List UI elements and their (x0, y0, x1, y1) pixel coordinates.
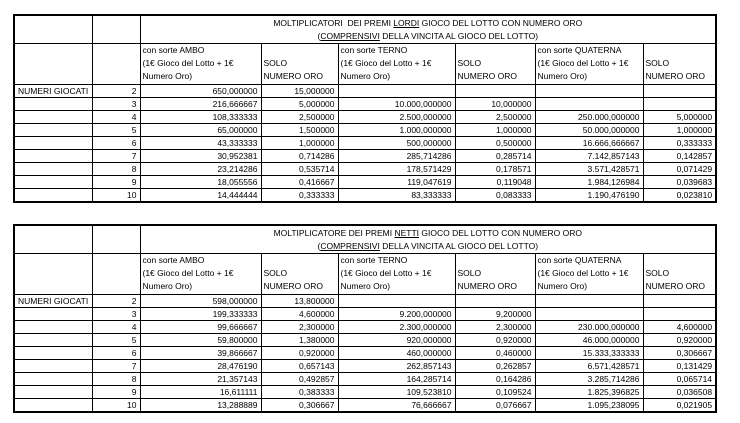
net-multipliers-table (13, 224, 717, 413)
row-label-cell (14, 176, 92, 189)
cell-ambo: 598,000000 (140, 295, 261, 308)
title-text: GIOCO DEL LOTTO CON NUMERO ORO (419, 17, 583, 28)
cell-solo-ambo: 13,800000 (261, 295, 338, 308)
numeri-giocati-cell: 5 (92, 124, 140, 137)
title-row (14, 15, 716, 44)
table-row (14, 85, 716, 98)
row-label-cell (14, 163, 92, 176)
cell-solo-terno: 1,000000 (455, 124, 535, 137)
cell-solo-ambo: 1,380000 (261, 334, 338, 347)
cell-terno: 2.500,000000 (338, 111, 455, 124)
numeri-giocati-cell: 10 (92, 189, 140, 203)
cell-solo-quaterna (643, 85, 716, 98)
cell-solo-quaterna: 0,333333 (643, 137, 716, 150)
cell-solo-terno: 0,178571 (455, 163, 535, 176)
numeri-giocati-cell: 3 (92, 98, 140, 111)
cell-solo-quaterna (643, 98, 716, 111)
cell-terno: 500,000000 (338, 137, 455, 150)
row-label-cell (14, 347, 92, 360)
cell-quaterna (535, 295, 643, 308)
cell-quaterna: 3.571,428571 (535, 163, 643, 176)
cell-quaterna: 230.000,000000 (535, 321, 643, 334)
table-row (14, 347, 716, 360)
header-solo-numero-oro: SOLO NUMERO ORO (455, 254, 535, 295)
cell-ambo: 65,000000 (140, 124, 261, 137)
cell-terno: 10.000,000000 (338, 98, 455, 111)
cell-solo-terno: 0,119048 (455, 176, 535, 189)
cell-solo-quaterna: 0,065714 (643, 373, 716, 386)
cell-quaterna: 16.666,666667 (535, 137, 643, 150)
table-row (14, 399, 716, 413)
cell-ambo: 16,611111 (140, 386, 261, 399)
gross-multipliers-table (13, 14, 717, 203)
subtitle-text: DELLA VINCITA AL GIOCO DEL LOTTO) (379, 240, 539, 251)
numeri-giocati-cell: 7 (92, 360, 140, 373)
cell-solo-ambo: 0,714286 (261, 150, 338, 163)
numeri-giocati-cell: 8 (92, 163, 140, 176)
cell-solo-terno: 0,083333 (455, 189, 535, 203)
cell-terno: 285,714286 (338, 150, 455, 163)
table-row (14, 137, 716, 150)
cell-ambo: 650,000000 (140, 85, 261, 98)
cell-solo-quaterna: 0,021905 (643, 399, 716, 413)
cell-solo-quaterna: 1,000000 (643, 124, 716, 137)
table-row (14, 321, 716, 334)
cell-terno: 119,047619 (338, 176, 455, 189)
cell-solo-terno: 0,164286 (455, 373, 535, 386)
cell-solo-quaterna: 0,036508 (643, 386, 716, 399)
empty-cell (92, 44, 140, 85)
cell-quaterna (535, 98, 643, 111)
header-ambo: con sorte AMBO (1€ Gioco del Lotto + 1€ Numero Oro) (140, 44, 261, 85)
cell-solo-ambo: 0,535714 (261, 163, 338, 176)
numeri-giocati-cell: 10 (92, 399, 140, 413)
table-row (14, 98, 716, 111)
cell-quaterna: 1.095,238095 (535, 399, 643, 413)
cell-ambo: 30,952381 (140, 150, 261, 163)
table-row (14, 386, 716, 399)
cell-terno: 920,000000 (338, 334, 455, 347)
subtitle-underlined-word: COMPRENSIVI (320, 240, 380, 251)
cell-solo-quaterna: 0,920000 (643, 334, 716, 347)
table-row (14, 150, 716, 163)
cell-ambo: 216,666667 (140, 98, 261, 111)
numeri-giocati-cell: 7 (92, 150, 140, 163)
table-row (14, 360, 716, 373)
header-solo-numero-oro: SOLO NUMERO ORO (261, 254, 338, 295)
row-label-cell (14, 373, 92, 386)
header-solo-numero-oro: SOLO NUMERO ORO (455, 44, 535, 85)
empty-cell (14, 44, 92, 85)
title-text: MOLTIPLICATORE DEI PREMI (273, 227, 395, 238)
title-text: GIOCO DEL LOTTO CON NUMERO ORO (419, 227, 582, 238)
row-label-cell (14, 124, 92, 137)
numeri-giocati-cell: 2 (92, 295, 140, 308)
numeri-giocati-cell: 2 (92, 85, 140, 98)
title-row (14, 225, 716, 254)
cell-solo-ambo: 2,500000 (261, 111, 338, 124)
header-quaterna: con sorte QUATERNA (1€ Gioco del Lotto + 1€ Numero Oro) (535, 44, 643, 85)
cell-ambo: 18,055556 (140, 176, 261, 189)
cell-solo-ambo: 0,492857 (261, 373, 338, 386)
cell-solo-quaterna (643, 308, 716, 321)
cell-quaterna: 1.825,396825 (535, 386, 643, 399)
numeri-giocati-cell: 9 (92, 176, 140, 189)
empty-cell (92, 254, 140, 295)
cell-ambo: 39,866667 (140, 347, 261, 360)
cell-solo-ambo: 2,300000 (261, 321, 338, 334)
empty-cell (14, 225, 92, 254)
cell-solo-terno (455, 85, 535, 98)
cell-terno: 262,857143 (338, 360, 455, 373)
cell-terno: 178,571429 (338, 163, 455, 176)
row-label-cell (14, 308, 92, 321)
header-solo-numero-oro: SOLO NUMERO ORO (643, 254, 716, 295)
cell-quaterna: 15.333,333333 (535, 347, 643, 360)
cell-solo-terno: 0,109524 (455, 386, 535, 399)
cell-quaterna: 50.000,000000 (535, 124, 643, 137)
row-label-cell (14, 150, 92, 163)
subtitle-text: DELLA VINCITA AL GIOCO DEL LOTTO) (379, 30, 539, 41)
numeri-giocati-cell: 9 (92, 386, 140, 399)
cell-solo-quaterna: 0,071429 (643, 163, 716, 176)
title-text: MOLTIPLICATORI DEI PREMI (273, 17, 394, 28)
cell-quaterna (535, 308, 643, 321)
cell-solo-ambo: 0,306667 (261, 399, 338, 413)
cell-quaterna: 1.190,476190 (535, 189, 643, 203)
cell-solo-terno: 2,500000 (455, 111, 535, 124)
cell-solo-terno: 9,200000 (455, 308, 535, 321)
cell-terno (338, 85, 455, 98)
table-row (14, 308, 716, 321)
subtitle-underlined-word: COMPRENSIVI (320, 30, 380, 41)
cell-solo-terno: 0,076667 (455, 399, 535, 413)
cell-quaterna: 1.984,126984 (535, 176, 643, 189)
table-row (14, 111, 716, 124)
cell-ambo: 13,288889 (140, 399, 261, 413)
cell-ambo: 21,357143 (140, 373, 261, 386)
empty-cell (14, 254, 92, 295)
cell-solo-ambo: 4,600000 (261, 308, 338, 321)
numeri-giocati-cell: 5 (92, 334, 140, 347)
cell-terno: 164,285714 (338, 373, 455, 386)
cell-solo-terno: 0,285714 (455, 150, 535, 163)
row-label-cell (14, 111, 92, 124)
cell-terno: 1.000,000000 (338, 124, 455, 137)
table-title-netti (140, 225, 716, 254)
header-terno: con sorte TERNO (1€ Gioco del Lotto + 1€ Numero Oro) (338, 254, 455, 295)
cell-solo-quaterna: 0,306667 (643, 347, 716, 360)
header-quaterna: con sorte QUATERNA (1€ Gioco del Lotto + 1€ Numero Oro) (535, 254, 643, 295)
cell-solo-quaterna: 0,142857 (643, 150, 716, 163)
numeri-giocati-cell: 6 (92, 137, 140, 150)
row-label-cell: NUMERI GIOCATI (14, 295, 92, 308)
cell-solo-quaterna: 5,000000 (643, 111, 716, 124)
row-label-cell (14, 137, 92, 150)
empty-cell (14, 15, 92, 44)
cell-quaterna: 6.571,428571 (535, 360, 643, 373)
cell-solo-quaterna: 0,039683 (643, 176, 716, 189)
row-label-cell (14, 386, 92, 399)
numeri-giocati-cell: 4 (92, 111, 140, 124)
numeri-giocati-cell: 6 (92, 347, 140, 360)
header-solo-numero-oro: SOLO NUMERO ORO (643, 44, 716, 85)
cell-terno: 83,333333 (338, 189, 455, 203)
table-row (14, 373, 716, 386)
cell-quaterna: 46.000,000000 (535, 334, 643, 347)
cell-solo-ambo: 0,416667 (261, 176, 338, 189)
title-underlined-word: NETTI (394, 227, 420, 238)
cell-solo-quaterna (643, 295, 716, 308)
table-row (14, 163, 716, 176)
cell-solo-terno: 0,500000 (455, 137, 535, 150)
table-row (14, 334, 716, 347)
cell-solo-ambo: 1,000000 (261, 137, 338, 150)
cell-quaterna: 3.285,714286 (535, 373, 643, 386)
table-row (14, 189, 716, 203)
header-terno: con sorte TERNO (1€ Gioco del Lotto + 1€ Numero Oro) (338, 44, 455, 85)
table-row (14, 295, 716, 308)
cell-solo-ambo: 0,383333 (261, 386, 338, 399)
cell-terno: 460,000000 (338, 347, 455, 360)
cell-terno (338, 295, 455, 308)
title-underlined-word: LORDI (393, 17, 420, 28)
header-row (14, 44, 716, 85)
table-row (14, 124, 716, 137)
header-row (14, 254, 716, 295)
cell-solo-terno: 2,300000 (455, 321, 535, 334)
cell-solo-ambo: 1,500000 (261, 124, 338, 137)
cell-solo-ambo: 5,000000 (261, 98, 338, 111)
cell-terno: 109,523810 (338, 386, 455, 399)
numeri-giocati-cell: 8 (92, 373, 140, 386)
numeri-giocati-cell: 4 (92, 321, 140, 334)
cell-terno: 76,666667 (338, 399, 455, 413)
empty-cell (92, 225, 140, 254)
cell-ambo: 59,800000 (140, 334, 261, 347)
cell-solo-ambo: 0,657143 (261, 360, 338, 373)
cell-solo-quaterna: 0,131429 (643, 360, 716, 373)
cell-solo-ambo: 0,333333 (261, 189, 338, 203)
subtitle-text: ( (317, 240, 321, 251)
cell-solo-ambo: 0,920000 (261, 347, 338, 360)
cell-solo-ambo: 15,000000 (261, 85, 338, 98)
cell-solo-terno: 0,460000 (455, 347, 535, 360)
row-label-cell (14, 321, 92, 334)
cell-ambo: 199,333333 (140, 308, 261, 321)
cell-solo-terno: 10,000000 (455, 98, 535, 111)
row-label-cell (14, 98, 92, 111)
row-label-cell: NUMERI GIOCATI (14, 85, 92, 98)
cell-ambo: 23,214286 (140, 163, 261, 176)
cell-ambo: 99,666667 (140, 321, 261, 334)
cell-ambo: 14,444444 (140, 189, 261, 203)
empty-cell (92, 15, 140, 44)
cell-terno: 9.200,000000 (338, 308, 455, 321)
numeri-giocati-cell: 3 (92, 308, 140, 321)
cell-ambo: 28,476190 (140, 360, 261, 373)
cell-ambo: 43,333333 (140, 137, 261, 150)
cell-solo-terno (455, 295, 535, 308)
cell-ambo: 108,333333 (140, 111, 261, 124)
row-label-cell (14, 189, 92, 203)
header-solo-numero-oro: SOLO NUMERO ORO (261, 44, 338, 85)
cell-quaterna: 250.000,000000 (535, 111, 643, 124)
cell-solo-terno: 0,920000 (455, 334, 535, 347)
cell-solo-terno: 0,262857 (455, 360, 535, 373)
cell-solo-quaterna: 4,600000 (643, 321, 716, 334)
cell-quaterna: 7.142,857143 (535, 150, 643, 163)
table-row (14, 176, 716, 189)
row-label-cell (14, 399, 92, 413)
cell-quaterna (535, 85, 643, 98)
table-title-lordi (140, 15, 716, 44)
header-ambo: con sorte AMBO (1€ Gioco del Lotto + 1€ Numero Oro) (140, 254, 261, 295)
cell-terno: 2.300,000000 (338, 321, 455, 334)
row-label-cell (14, 360, 92, 373)
cell-solo-quaterna: 0,023810 (643, 189, 716, 203)
row-label-cell (14, 334, 92, 347)
subtitle-text: ( (317, 30, 321, 41)
